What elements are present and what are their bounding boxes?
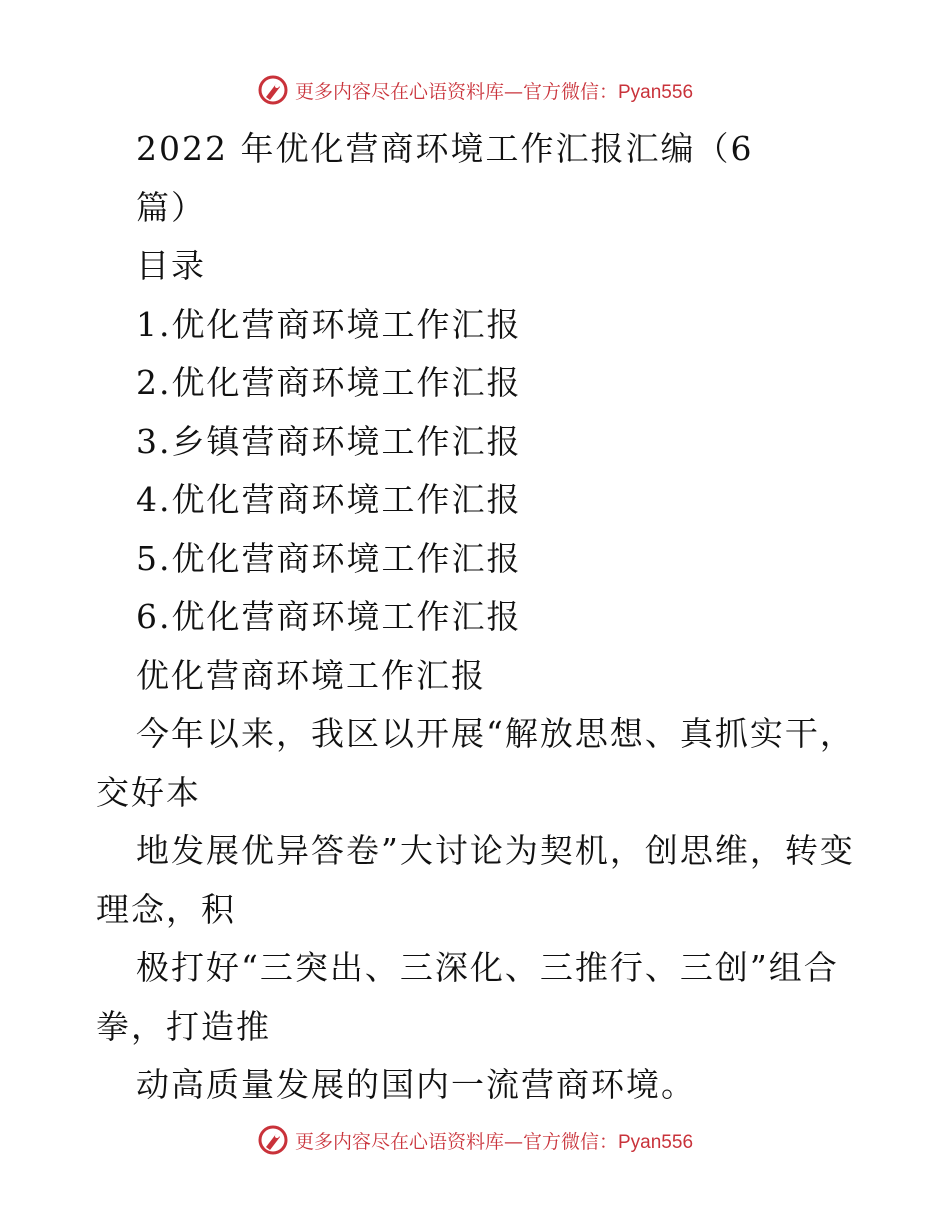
document-title-line-2: 篇） — [136, 187, 206, 227]
toc-item: 1.优化营商环境工作汇报 — [136, 304, 522, 344]
toc-item: 4.优化营商环境工作汇报 — [136, 480, 522, 519]
toc-item: 5.优化营商环境工作汇报 — [136, 538, 522, 578]
toc-item: 2.优化营商环境工作汇报 — [136, 363, 522, 402]
document-title-line-1: 2022 年优化营商环境工作汇报汇编（6 — [136, 129, 754, 168]
fountain-pen-seal-icon — [257, 1124, 289, 1156]
fountain-pen-seal-icon — [257, 74, 289, 106]
document-body — [96, 120, 876, 1115]
body-paragraph-line: 地发展优异答卷”大讨论为契机，创思维，转变 — [136, 831, 855, 870]
watermark-wechat-id: Pyan556 — [618, 1131, 694, 1153]
body-paragraph-line: 交好本 — [96, 772, 201, 812]
body-paragraph-line: 极打好“三突出、三深化、三推行、三创”组合 — [136, 948, 839, 987]
watermark-text: 更多内容尽在心语资料库—官方微信：Pyan556 — [294, 80, 694, 103]
watermark-banner-top — [0, 70, 950, 110]
toc-heading: 目录 — [136, 246, 206, 285]
toc-item: 3.乡镇营商环境工作汇报 — [136, 421, 522, 461]
body-paragraph-line: 今年以来，我区以开展“解放思想、真抓实干， — [136, 714, 855, 753]
section-title: 优化营商环境工作汇报 — [136, 655, 486, 695]
body-paragraph-line: 理念，积 — [96, 889, 236, 929]
body-paragraph-line: 拳，打造推 — [96, 1006, 271, 1046]
toc-item: 6.优化营商环境工作汇报 — [136, 597, 522, 636]
watermark-banner-bottom — [0, 1120, 950, 1160]
body-paragraph-line: 动高质量发展的国内一流营商环境。 — [136, 1065, 696, 1104]
watermark-wechat-id: Pyan556 — [618, 81, 694, 103]
watermark-text: 更多内容尽在心语资料库—官方微信：Pyan556 — [294, 1130, 694, 1153]
